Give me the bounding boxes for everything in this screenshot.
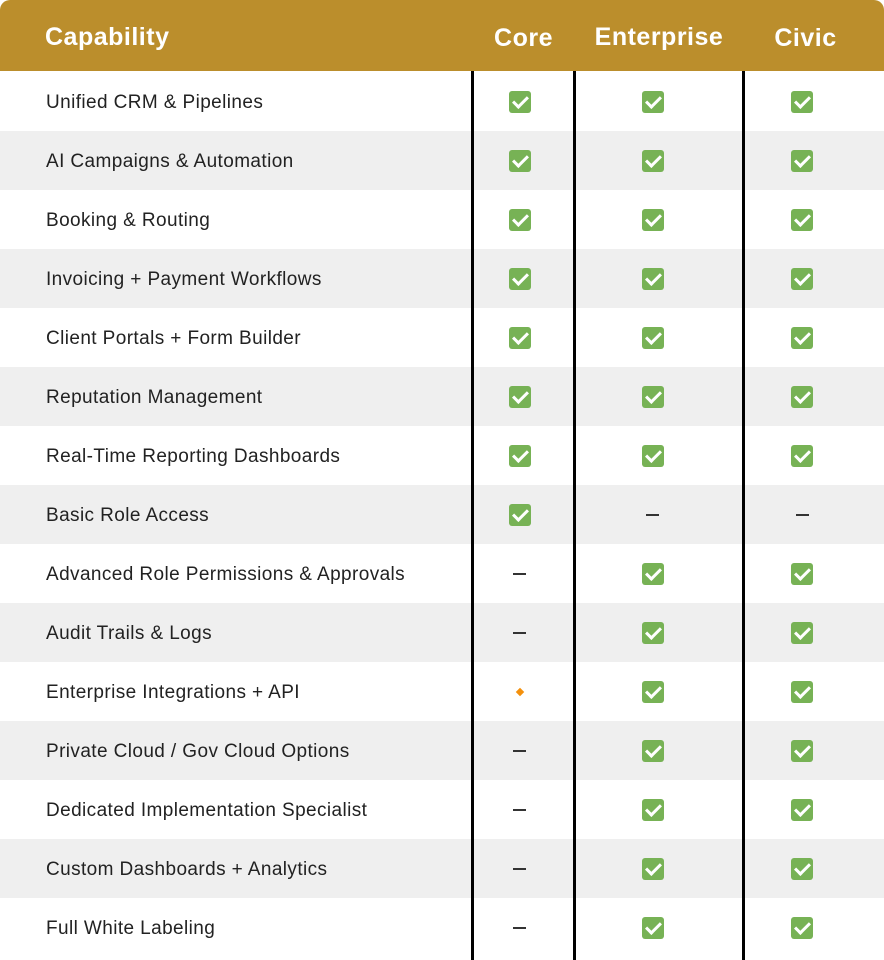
enterprise-cell (575, 249, 730, 308)
table-row (0, 426, 884, 485)
check-mark-icon (791, 386, 813, 408)
enterprise-cell (575, 662, 730, 721)
dash-icon (646, 514, 659, 516)
core-cell (473, 898, 566, 957)
table-row (0, 662, 884, 721)
enterprise-cell (575, 190, 730, 249)
check-mark-icon (791, 563, 813, 585)
check-mark-icon (509, 268, 531, 290)
check-mark-icon (642, 563, 664, 585)
capability-label: Dedicated Implementation Specialist (46, 800, 368, 821)
civic-cell (744, 249, 860, 308)
dash-icon (513, 868, 526, 870)
enterprise-cell (575, 603, 730, 662)
capability-label: Client Portals + Form Builder (46, 328, 301, 349)
check-mark-icon (509, 504, 531, 526)
check-mark-icon (791, 150, 813, 172)
core-cell (473, 485, 566, 544)
capability-label: Audit Trails & Logs (46, 623, 213, 644)
table-row (0, 780, 884, 839)
civic-cell (744, 780, 860, 839)
civic-cell (744, 308, 860, 367)
dash-icon (796, 514, 809, 516)
civic-cell (744, 190, 860, 249)
civic-cell (744, 839, 860, 898)
check-mark-icon (642, 268, 664, 290)
check-mark-icon (642, 91, 664, 113)
dash-icon (513, 632, 526, 634)
table-row (0, 308, 884, 367)
table-row (0, 131, 884, 190)
core-cell (473, 544, 566, 603)
enterprise-cell (575, 426, 730, 485)
check-mark-icon (791, 209, 813, 231)
civic-cell (744, 662, 860, 721)
check-mark-icon (791, 268, 813, 290)
check-mark-icon (509, 386, 531, 408)
civic-cell (744, 603, 860, 662)
table-row (0, 190, 884, 249)
header-capability: Capability (45, 23, 170, 51)
check-mark-icon (791, 327, 813, 349)
core-cell (473, 72, 566, 131)
enterprise-cell (575, 780, 730, 839)
check-mark-icon (791, 681, 813, 703)
table-row (0, 898, 884, 957)
core-cell (473, 721, 566, 780)
core-cell (473, 603, 566, 662)
civic-cell (744, 485, 860, 544)
table-row (0, 249, 884, 308)
core-cell (473, 249, 566, 308)
civic-cell (744, 426, 860, 485)
check-mark-icon (642, 150, 664, 172)
capability-label: Advanced Role Permissions & Approvals (46, 564, 406, 585)
check-mark-icon (642, 858, 664, 880)
core-cell (473, 426, 566, 485)
dash-icon (513, 573, 526, 575)
civic-cell (744, 367, 860, 426)
civic-cell (744, 131, 860, 190)
enterprise-cell (575, 72, 730, 131)
check-mark-icon (791, 740, 813, 762)
check-mark-icon (642, 327, 664, 349)
check-mark-icon (791, 858, 813, 880)
orange-diamond-icon (515, 687, 523, 695)
check-mark-icon (791, 917, 813, 939)
check-mark-icon (509, 445, 531, 467)
check-mark-icon (642, 799, 664, 821)
enterprise-cell (575, 898, 730, 957)
capability-label: Custom Dashboards + Analytics (46, 859, 328, 880)
enterprise-cell (575, 367, 730, 426)
enterprise-cell (575, 721, 730, 780)
dash-icon (513, 927, 526, 929)
capability-label: Unified CRM & Pipelines (46, 92, 264, 113)
civic-cell (744, 721, 860, 780)
column-divider (471, 71, 474, 960)
check-mark-icon (509, 91, 531, 113)
core-cell (473, 662, 566, 721)
core-cell (473, 780, 566, 839)
civic-cell (744, 72, 860, 131)
table-row (0, 721, 884, 780)
enterprise-cell (575, 308, 730, 367)
civic-cell (744, 898, 860, 957)
column-divider (573, 71, 576, 960)
header-civic: Civic (774, 24, 837, 52)
check-mark-icon (509, 327, 531, 349)
capability-label: Private Cloud / Gov Cloud Options (46, 741, 350, 762)
check-mark-icon (509, 209, 531, 231)
table-row (0, 839, 884, 898)
enterprise-cell (575, 544, 730, 603)
check-mark-icon (642, 386, 664, 408)
capability-label: Enterprise Integrations + API (46, 682, 300, 703)
check-mark-icon (791, 91, 813, 113)
dash-icon (513, 750, 526, 752)
check-mark-icon (642, 740, 664, 762)
column-divider (742, 71, 745, 960)
check-mark-icon (642, 622, 664, 644)
capability-label: AI Campaigns & Automation (46, 151, 294, 172)
core-cell (473, 839, 566, 898)
check-mark-icon (509, 150, 531, 172)
table-row (0, 485, 884, 544)
table-row (0, 367, 884, 426)
capability-label: Reputation Management (46, 387, 263, 408)
header-core: Core (494, 24, 553, 52)
table-row (0, 544, 884, 603)
capability-label: Basic Role Access (46, 505, 210, 526)
table-row (0, 603, 884, 662)
header-enterprise: Enterprise (594, 23, 724, 51)
check-mark-icon (791, 622, 813, 644)
check-mark-icon (791, 445, 813, 467)
dash-icon (513, 809, 526, 811)
civic-cell (744, 544, 860, 603)
table-row (0, 72, 884, 131)
capability-label: Invoicing + Payment Workflows (46, 269, 322, 290)
check-mark-icon (642, 209, 664, 231)
check-mark-icon (791, 799, 813, 821)
capability-label: Booking & Routing (46, 210, 211, 231)
table-header (0, 0, 884, 71)
check-mark-icon (642, 917, 664, 939)
enterprise-cell (575, 839, 730, 898)
capability-label: Full White Labeling (46, 918, 216, 939)
check-mark-icon (642, 681, 664, 703)
core-cell (473, 131, 566, 190)
check-mark-icon (642, 445, 664, 467)
core-cell (473, 190, 566, 249)
enterprise-cell (575, 485, 730, 544)
enterprise-cell (575, 131, 730, 190)
core-cell (473, 367, 566, 426)
capability-label: Real-Time Reporting Dashboards (46, 446, 341, 467)
core-cell (473, 308, 566, 367)
